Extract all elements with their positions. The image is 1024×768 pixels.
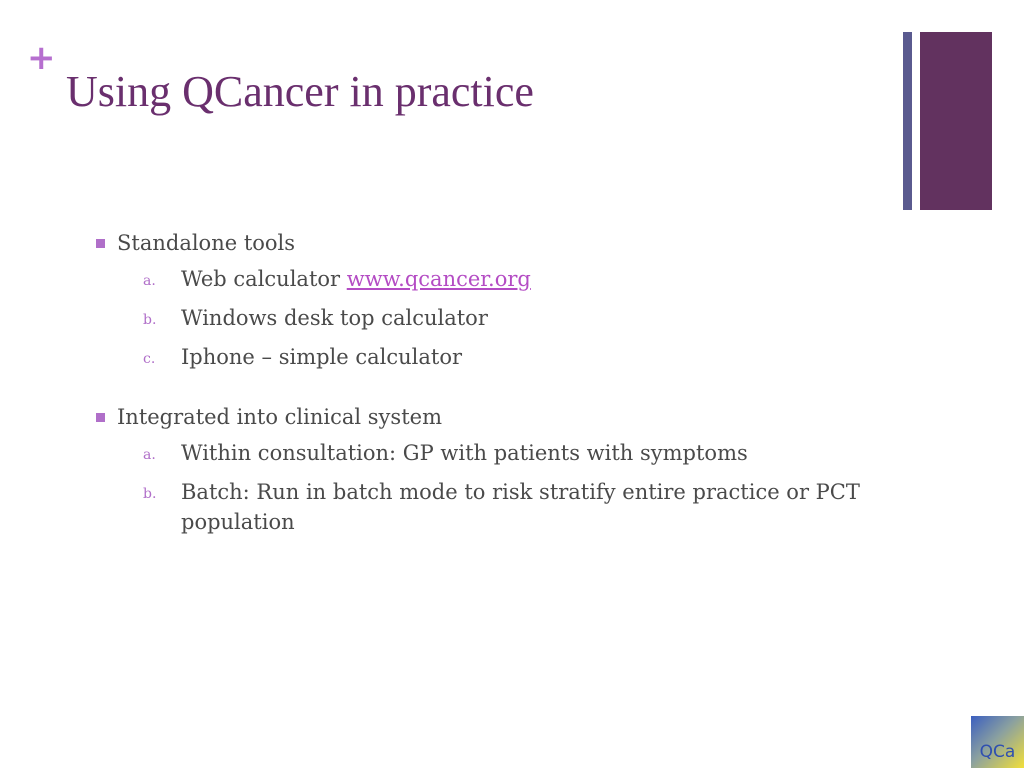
bullet-section-integrated	[92, 400, 882, 434]
bullet-section-standalone	[92, 226, 882, 260]
decorative-bar-thin	[903, 32, 912, 210]
list-marker: b.	[143, 486, 157, 502]
list-item-text: Iphone – simple calculator	[181, 345, 463, 369]
list-item-text: Windows desk top calculator	[181, 306, 488, 330]
list-item-text: Within consultation: GP with patients with symptoms	[181, 441, 748, 465]
decorative-bar-thick	[920, 32, 992, 210]
list-item-text: Web calculator	[181, 267, 347, 291]
square-bullet-icon	[96, 239, 105, 248]
slide-content	[92, 226, 882, 537]
list-item-text: Batch: Run in batch mode to risk stratify entire practice or PCT population	[181, 480, 860, 534]
qcancer-logo	[971, 716, 1024, 768]
list-marker: c.	[143, 351, 156, 367]
list-marker: b.	[143, 312, 157, 328]
list-item	[92, 438, 882, 468]
section-heading: Standalone tools	[117, 231, 296, 255]
qcancer-link[interactable]: www.qcancer.org	[346, 267, 531, 291]
slide-title: Using QCancer in practice	[66, 67, 534, 116]
section-heading: Integrated into clinical system	[117, 405, 442, 429]
list-item	[92, 303, 882, 333]
square-bullet-icon	[96, 413, 105, 422]
list-marker: a.	[143, 447, 156, 463]
list-marker: a.	[143, 273, 156, 289]
plus-icon: +	[27, 38, 56, 78]
spacer	[92, 372, 882, 400]
list-item	[92, 342, 882, 372]
logo-text: QCa	[979, 742, 1016, 762]
list-item	[92, 264, 882, 294]
list-item	[92, 477, 882, 537]
